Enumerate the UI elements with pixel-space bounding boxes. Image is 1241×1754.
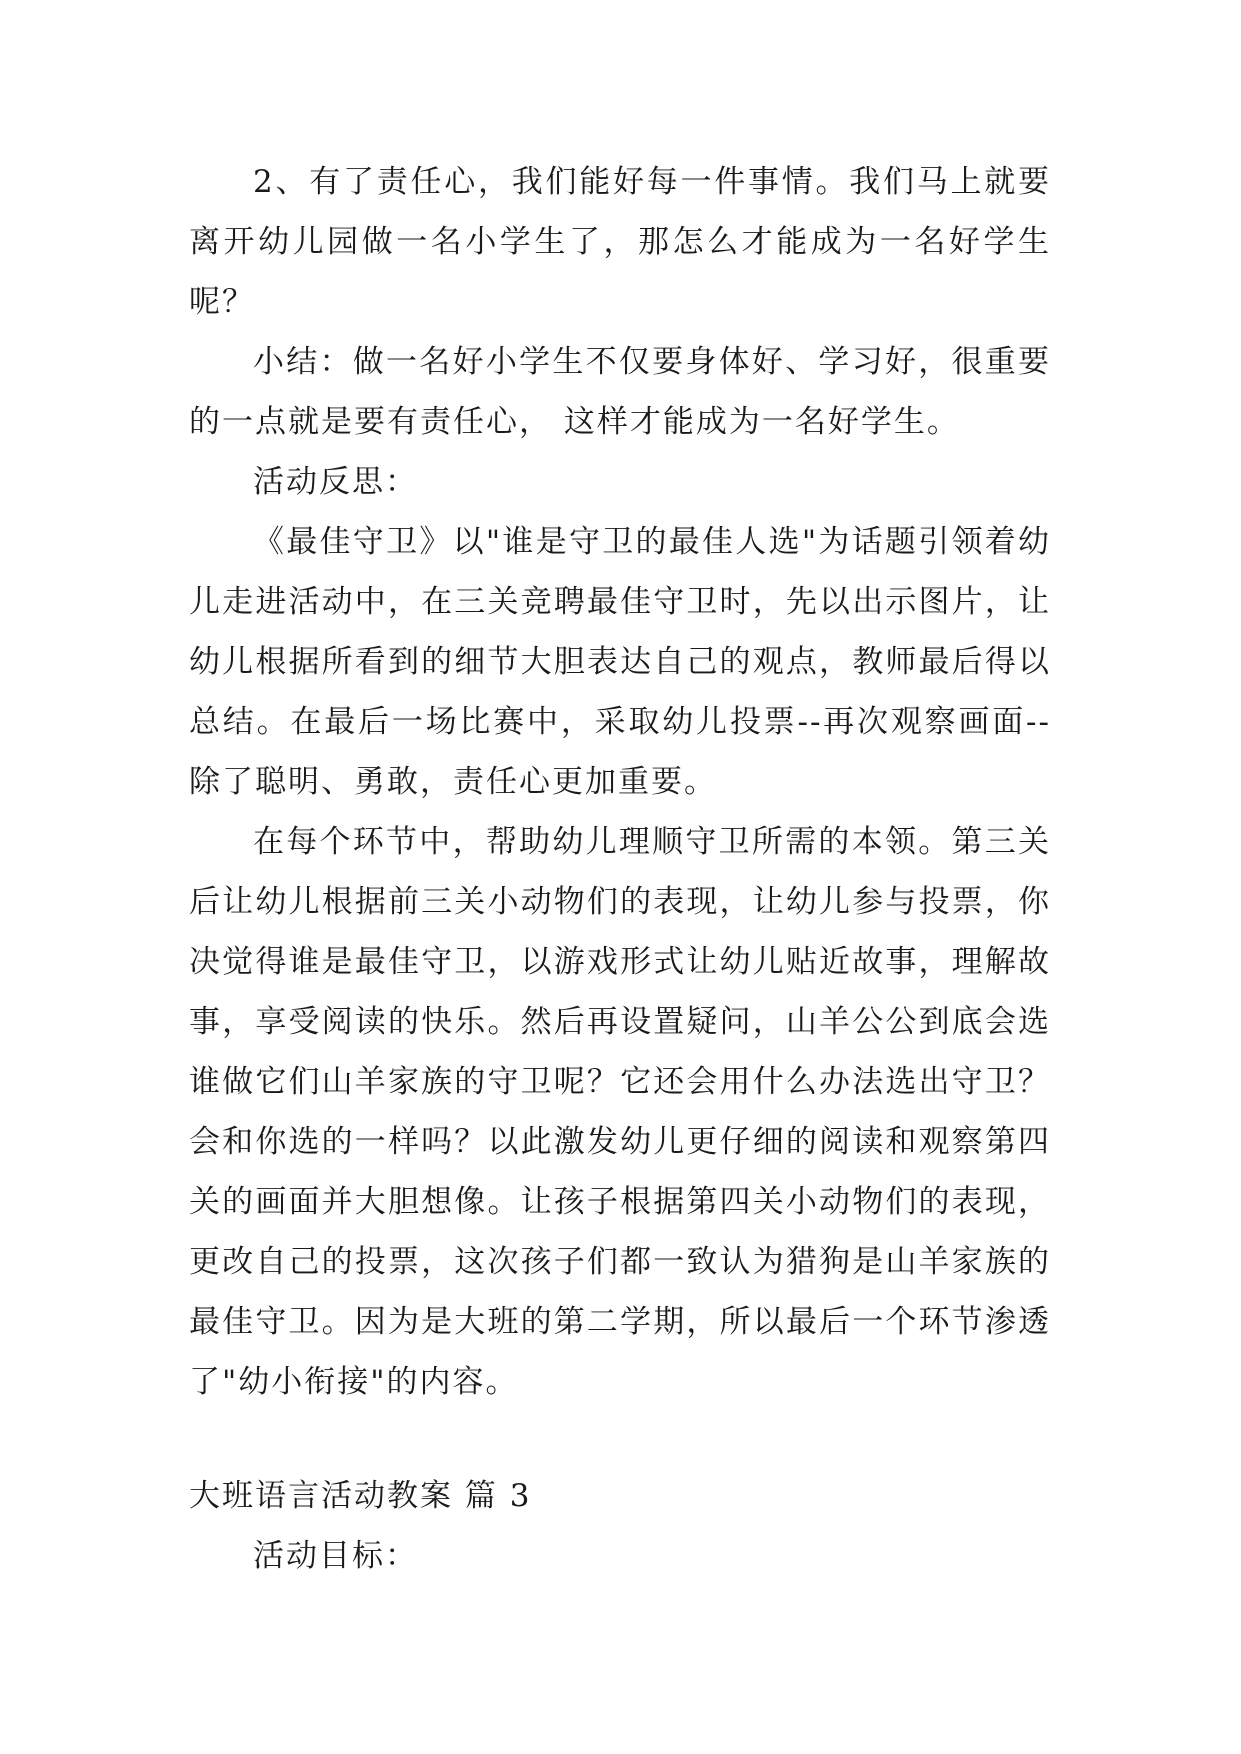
- document-body: [189, 152, 1051, 1586]
- paragraph-responsibility: 2、有了责任心，我们能好每一件事情。我们马上就要离开幼儿园做一名小学生了，那怎么才能成为一名好学生呢？: [189, 164, 1051, 320]
- section-heading: 大班语言活动教案 篇 3: [189, 1478, 532, 1514]
- paragraph-reflection-2: 在每个环节中，帮助幼儿理顺守卫所需的本领。第三关后让幼儿根据前三关小动物们的表现，让幼儿参与投票，你决觉得谁是最佳守卫，以游戏形式让幼儿贴近故事，理解故事，享受阅读的快乐。然后再设置疑问，山羊公公到底会选谁做它们山羊家族的守卫呢？它还会用什么办法选出守卫？会和你选的一样吗？以此激发幼儿更仔细的阅读和观察第四关的画面并大胆想像。让孩子根据第四关小动物们的表现，更改自己的投票，这次孩子们都一致认为猎狗是山羊家族的最佳守卫。因为是大班的第二学期，所以最后一个环节渗透了"幼小衔接"的内容。: [189, 824, 1051, 1400]
- paragraph-reflection-label: 活动反思：: [253, 464, 418, 500]
- paragraph-activity-goals: 活动目标：: [253, 1538, 418, 1574]
- paragraph-summary: 小结：做一名好小学生不仅要身体好、学习好，很重要的一点就是要有责任心， 这样才能成为一名好学生。: [189, 344, 1051, 440]
- paragraph-reflection-1: 《最佳守卫》以"谁是守卫的最佳人选"为话题引领着幼儿走进活动中，在三关竞聘最佳守卫时，先以出示图片，让幼儿根据所看到的细节大胆表达自己的观点，教师最后得以总结。在最后一场比赛中，采取幼儿投票--再次观察画面--除了聪明、勇敢，责任心更加重要。: [189, 524, 1051, 800]
